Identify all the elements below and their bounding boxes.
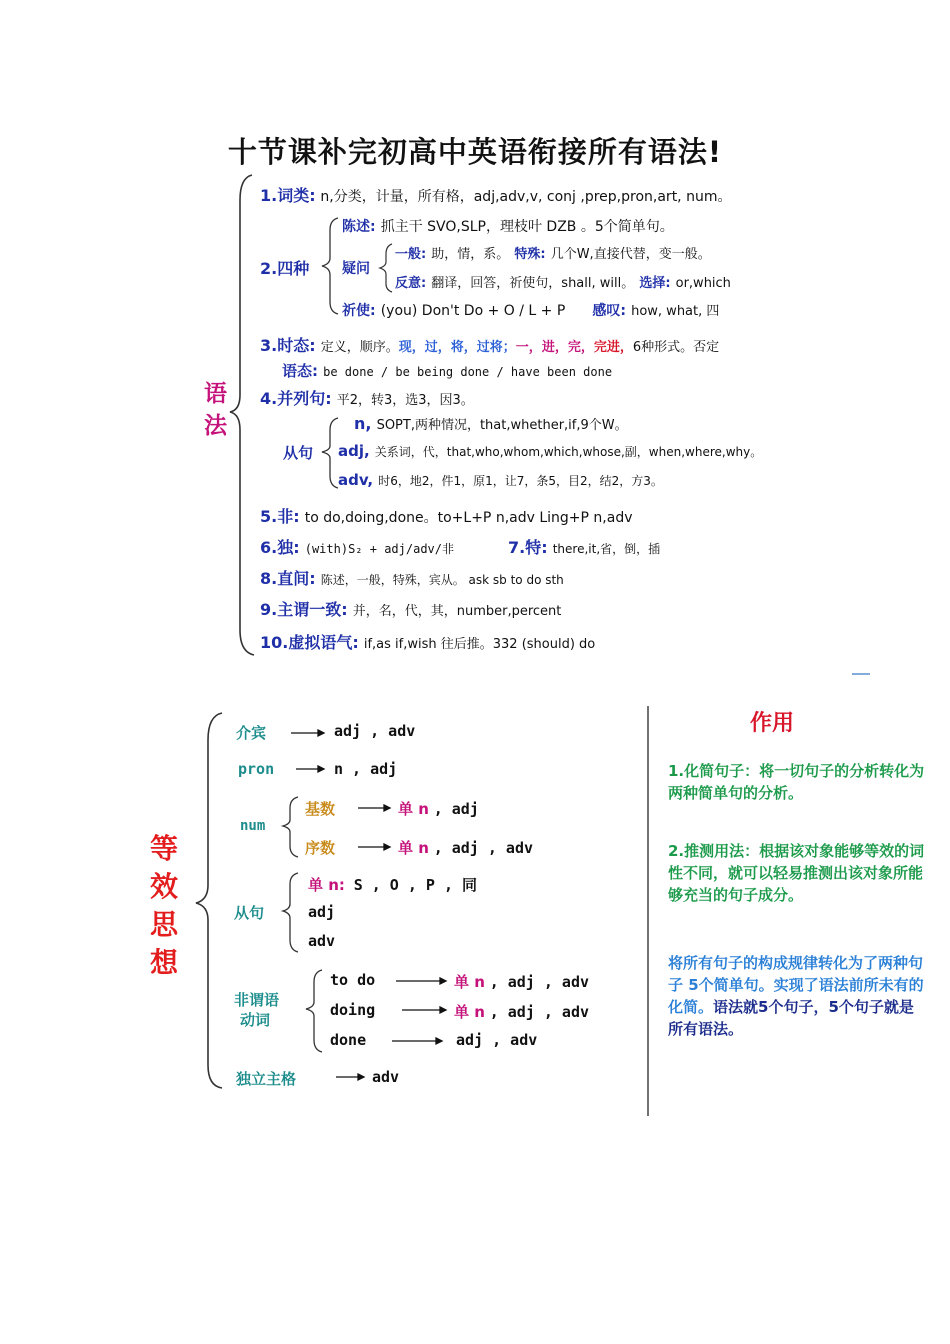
yiban-row: 一般: 助，情，系。 特殊: 几个W,直接代替，变一般。 bbox=[395, 247, 711, 262]
chenshu-row: 陈述: 抓主干 SVO,SLP，理枝叶 DZB 。5个简单句。 bbox=[342, 219, 674, 235]
grammar-item-4: 4.并列句: 平2，转3，选3，因3。 bbox=[260, 389, 474, 408]
congju-label: 从句 bbox=[283, 444, 314, 462]
qishi-row: 祈使: (you) Don't Do + O / L + P 感叹: how, what, 四 bbox=[342, 303, 720, 319]
equiv-side-label: 等 效 思 想 bbox=[150, 832, 179, 979]
done-label: done bbox=[330, 1031, 367, 1049]
jishu-label: 基数 bbox=[305, 800, 336, 818]
pron-label: pron bbox=[238, 760, 275, 778]
jiebin-label: 介宾 bbox=[236, 724, 267, 742]
xushu-rhs: 单 n , adj , adv bbox=[398, 839, 534, 857]
fanyi-row: 反意: 翻译，回答，祈使句，shall, will。 选择: or,which bbox=[395, 276, 731, 291]
grammar-side-label: 语 法 bbox=[204, 380, 227, 439]
doing-label: doing bbox=[330, 1001, 376, 1019]
grammar-item-5: 5.非: to do,doing,done。to+L+P n,adv Ling+P n,adv bbox=[260, 507, 633, 526]
jishu-rhs: 单 n , adj bbox=[398, 800, 479, 818]
grammar-item-10: 10.虚拟语气: if,as if,wish 往后推。332 (should) do bbox=[260, 633, 596, 652]
equiv-congju-label: 从句 bbox=[234, 904, 265, 922]
congju-adj-equiv: adj bbox=[308, 903, 336, 921]
doing-rhs: 单 n , adj , adv bbox=[454, 1003, 590, 1021]
xushu-label: 序数 bbox=[305, 839, 336, 857]
feiwei-label: 非谓语 动词 bbox=[234, 991, 280, 1029]
duli-rhs: adv bbox=[372, 1068, 400, 1086]
pron-rhs: n , adj bbox=[334, 760, 398, 778]
congju-adv-equiv: adv bbox=[308, 932, 336, 950]
page-title: 十节课补完初高中英语衔接所有语法! bbox=[227, 135, 723, 169]
grammar-item-7: 7.特: there,it,省，倒，插 bbox=[508, 538, 661, 557]
congju-n-row: n, SOPT,两种情况，that,whether,if,9个W。 bbox=[354, 414, 628, 433]
grammar-item-1: 1.词类: n,分类，计量，所有格，adj,adv,v, conj ,prep,pron,art, num。 bbox=[260, 186, 732, 205]
grammar-item-3: 3.时态: 定义，顺序。现，过，将，过将；一，进，完，完进，6种形式。否定 bbox=[260, 336, 720, 355]
grammar-item-8: 8.直间: 陈述，一般，特殊，宾从。 ask sb to do sth bbox=[260, 569, 564, 588]
todo-rhs: 单 n , adj , adv bbox=[454, 973, 590, 991]
yutai-row: 语态: be done / be being done / have been done bbox=[282, 362, 613, 380]
zuoyong-p3: 将所有句子的构成规律转化为了两种句子 5个简单句。实现了语法前所未有的化简。语法就5个句子，5个句子就是所有语法。 bbox=[668, 954, 924, 1038]
duli-label: 独立主格 bbox=[236, 1070, 297, 1088]
zuoyong-title: 作用 bbox=[750, 710, 795, 736]
todo-label: to do bbox=[330, 971, 376, 989]
grammar-item-2-head: 2.四种 bbox=[260, 259, 310, 278]
grammar-item-6: 6.独: (with)S₂ + adj/adv/非 bbox=[260, 538, 454, 557]
yiwen-label: 疑问 bbox=[342, 261, 370, 277]
num-label: num bbox=[240, 818, 266, 834]
zuoyong-p1: 1.化简句子：将一切句子的分析转化为两种简单句的分析。 bbox=[668, 762, 925, 802]
done-rhs: adj , adv bbox=[456, 1031, 538, 1049]
congju-n-equiv: 单 n: S , O , P , 同 bbox=[308, 876, 478, 894]
jiebin-rhs: adj , adv bbox=[334, 722, 416, 740]
congju-adv-row: adv, 时6，地2，件1，原1，让7，条5，目2，结2，方3。 bbox=[338, 471, 663, 489]
congju-adj-row: adj, 关系词，代，that,who,whom,which,whose,副，when,where,why。 bbox=[338, 442, 763, 460]
grammar-item-9: 9.主谓一致: 并，名，代，其，number,percent bbox=[260, 600, 562, 619]
zuoyong-p2: 2.推测用法：根据该对象能够等效的词性不同，就可以轻易推测出该对象所能够充当的句子成分。 bbox=[668, 842, 925, 904]
